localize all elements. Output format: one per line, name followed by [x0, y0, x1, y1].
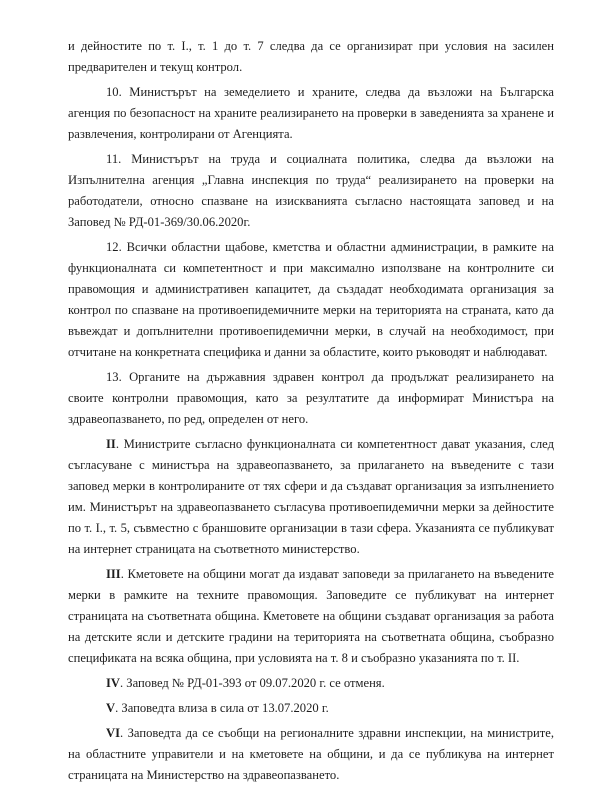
section-numeral: II — [106, 437, 116, 451]
paragraph-text: . Заповедта влиза в сила от 13.07.2020 г. — [115, 701, 329, 715]
section-III — [68, 564, 554, 669]
paragraph-text: 13. Органите на държавния здравен контрол да продължат реализирането на своите контролни правомощия, като за резултатите да информират Министъра на здравеопазването, по ред, определен от него. — [68, 370, 554, 426]
paragraph-text: 12. Всички областни щабове, кметства и областни администрации, в рамките на функционалната си компетентност и при максимално използване на контролните си правомощия и административен капацитет, да създадат необходимата организация за контрол по спазване на противоепидемичните мерки на територията на страната, като да въвеждат и допълнителни противоепидемични мерки, в случай на необходимост, при отчитане на конкретната специфика и данни за областите, които ръководят и наблюдават. — [68, 240, 554, 359]
paragraph-text: и дейностите по т. I., т. 1 до т. 7 следва да се организират при условия на засилен предварителен и текущ контрол. — [68, 39, 554, 74]
paragraph-10 — [68, 82, 554, 145]
paragraph-12 — [68, 237, 554, 363]
section-VI — [68, 723, 554, 786]
paragraph-text: 11. Министърът на труда и социалната политика, следва да възложи на Изпълнителна агенция „Главна инспекция по труда“ реализирането на проверки на работодатели, относно спазване на изискванията съгласно настоящата заповед и на Заповед № РД-01-369/30.06.2020г. — [68, 152, 554, 229]
paragraph-13 — [68, 367, 554, 430]
paragraph-text: . Заповедта да се съобщи на регионалните здравни инспекции, на министрите, на областните управители и на кметовете на общини, и да се публикува на интернет страницата на Министерство на здравеопазването. — [68, 726, 554, 782]
section-IV — [68, 673, 554, 694]
paragraph-text: . Министрите съгласно функционалната си компетентност дават указания, след съгласуване с министъра на здравеопазването, за прилагането на въведените с тази заповед мерки в контролираните от тях сфери и да създават организация за изпълнението им. Министърът на здравеопазването съгласува противоепидемични мерки за дейностите по т. I., т. 5, съвместно с браншовите организации в тази сфера. Указанията се публикуват на интернет страницата на съответното министерство. — [68, 437, 554, 556]
paragraph-text: . Заповед № РД-01-393 от 09.07.2020 г. се отменя. — [120, 676, 385, 690]
paragraph-11 — [68, 149, 554, 233]
section-II — [68, 434, 554, 560]
section-V — [68, 698, 554, 719]
document-body — [68, 36, 554, 790]
section-numeral: VI — [106, 726, 120, 740]
paragraph-text: 10. Министърът на земеделието и храните, следва да възложи на Българска агенция по безопасност на храните реализирането на проверки в заведенията за хранене и развлечения, контролирани от Агенцията. — [68, 85, 554, 141]
section-numeral: V — [106, 701, 116, 715]
section-numeral: III — [106, 567, 121, 581]
paragraph-continuation — [68, 36, 554, 78]
section-numeral: IV — [106, 676, 120, 690]
paragraph-text: . Кметовете на общини могат да издават заповеди за прилагането на въведените мерки в рамките на техните правомощия. Заповедите се публикуват на интернет страницата на съответната община. Кметовете на общини създават организация за работа на детските ясли и детските градини на територията на съответната община, съобразно спецификата на всяка община, при условията на т. 8 и съобразно указанията по т. II. — [68, 567, 554, 665]
